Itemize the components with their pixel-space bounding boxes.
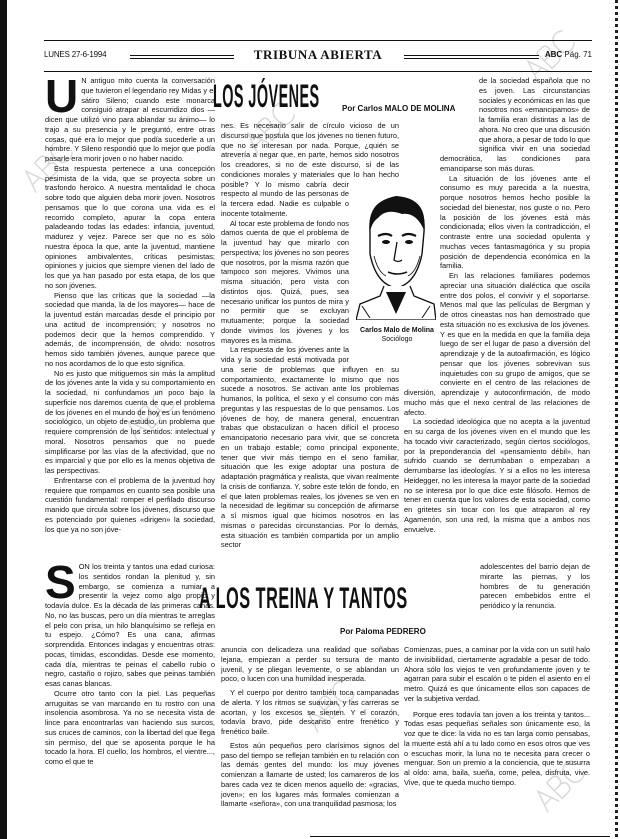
drop-cap: U <box>45 76 79 122</box>
paragraph: Esta respuesta pertenece a una concepción pesimista de la vida, que se proyecta sobre un trasfondo heroico. A nuestra mentalidad le choca sobre todo que alguien deba morir joven. Nosotros pensamos que lo que corona una vida es el recorrido completo, apurar la copa entera paladeando todas las edades: infancia, juventud, madurez y vejez. Parece ser que no es sólo nuestra época la que, ante la juventud, mantiene opiniones ambivalentes, críticas pesimistas; opiniones y juicios que siempre vienen del lado de los que ya han pasado por esta etapa, de los que no son jóvenes. <box>45 163 215 290</box>
paragraph: ON los treinta y tantos una edad curiosa: los sentidos rondan la plenitud y, sin embargo, se comienza a rumiar, a presentir la vejez como algo propio y todavía dulce. Es la década de las primeras canas. No, no las buscas, pero un día mientras te arreglas el pelo con prisa, un hilo blanquísimo se refleja en tu espejo. ¿Cómo? Es una cana, afirmas sorprendida. Entonces indagas y encuentras otras: pocas, tímidas, escondidas. Desde ese momento, cada día, mientras te peinas el cabello rubio o negro, castaño o rojizo, sabes que peinas también esas canas blancas. <box>45 562 215 688</box>
issue-date: LUNES 27-6-1994 <box>44 50 107 59</box>
paragraph: Ocurre otro tanto con la piel. Las pequeñas arruguitas se van marcando en tu rostro con una insolencia asombrosa. Ya no se necesita vista de lince para encontrarlas van haciendo sus surcos, sus cruces de caminos, con la libertad del que llega sin permiso, del que se aposenta porque le ha tocado la hora. El cuello, los hombros, el vientre..., como el que te <box>45 688 215 766</box>
article-byline: Por Paloma PEDRERO <box>340 627 426 636</box>
scan-right-edge <box>615 0 618 839</box>
caption-name: Carlos Malo de Molina <box>360 327 434 334</box>
article-byline: Por Carlos MALO DE MOLINA <box>342 104 456 113</box>
paragraph: Enfrentarse con el problema de la juventud hoy requiere que rompamos en cuanto sea posible una cuestión fundamental: romper el perfilado discurso manido que circula sobre los jóvenes, discurso que es potenciado por quienes «dirigen» la sociedad, los que ya no son jóve- <box>45 475 215 534</box>
publication-name: ABC <box>544 50 563 59</box>
bottom-rule <box>310 836 610 837</box>
paragraph: adolescentes del barrio dejan de mirarte las piernas, y los hombres de tu generación parecen embebidos entre el periódico y la renuncia. <box>480 562 590 610</box>
paragraph: de la sociedad española que no es joven. Las circunstancias sociales y económicas en las que nosotros nos «emancipamos» de la familia eran distintas a las de ahora. No creo que una discusión que ahora, a pesar de todo lo que significa vivir en una sociedad democrática, las condiciones para emanciparse son más duras. <box>440 76 590 173</box>
paragraph: N antiguo mito cuenta la conversación que tuvieron el legendario rey Midas y el sátiro Sileno; cuando este monarca consiguió atrapar al escurridizo dios —dicen que utilizó vino para ablandar su ánimo— lo trajo a su presencia y le preguntó, entre otras cosas, qué era lo mejor que podía sucederle a un hombre. Y Sileno respondió que lo mejor que podía pasarle era morir joven o no haber nacido. <box>45 76 215 163</box>
caption-role: Sociólogo <box>381 336 413 343</box>
article2-column-3 <box>404 645 590 810</box>
photo-caption <box>352 326 442 344</box>
article-title: LOS JÓVENES <box>213 78 320 114</box>
article1-column-1 <box>45 76 215 554</box>
page-label: Pág. 71 <box>564 50 592 59</box>
paragraph: Porque eres todavía tan joven a los treinta y tantos... Todas esas pequeñas señales son únicamente eso, la voz que te dice: la vida no es tan larga como pensabas, la muerte está ahí a tu lado como en esos otros que ves o escuchas morir, la luna no te necesita para crecer o menguar. Son un premio a la conciencia, que te susurra al oído: ama, baila, sueña, come, pelea, disfruta, vive. Vive, que te queda mucho tiempo. <box>404 709 590 787</box>
paragraph: No es justo que mitiguemos sin más la amplitud de los jóvenes ante la vida y su comportamiento en la sociedad, ni confundamos un poco bajo la superficie nos daremos cuenta de que el problema de los jóvenes en el mundo de hoy es un fenómeno sociológico, un objeto de estudio, un problema que requiere comprensión de los sentidos: intelectual y moral. Nosotros pensamos que no puede simplificarse por las vías de la afectividad, que no es imparcial y que por ello es la menos objetiva de las perspectivas. <box>45 368 215 475</box>
drop-cap: S <box>45 562 76 608</box>
paragraph: Y el cuerpo por dentro también toca campanadas de alerta. Y los ritmos se suavizan, y las carreras se acortan, y los excesos se sienten. Y el corazón, todavía bravo, pide descanso entre frenético y frenético baile. <box>221 688 399 736</box>
paragraph: Estos aún pequeños pero clarísimos signos del paso del tiempo se reflejan también en tu relación con las demás gentes del mundo: los muy jóvenes comienzan a llamarte de usted; los camareros de los bares cada vez te dicen menos aquello de: «gracias, joven»; en los lugares más formales comienzan a llamarte «señora», con una tranquilidad pasmosa; los <box>221 740 399 809</box>
paragraph: nes. Es necesario salir de círculo vicioso de un discurso que postula que los jóvenes no tienen futuro, que no se interesan por nada. Porque, ¿quién se atrevería a negar que, en parte, hemos sido nosotros los creadores, si no de este discurso, sí de las condiciones morales y materiales que lo han hecho posible? Y lo mismo cabría decir respecto al mundo de las personas de la tercera edad. Nadie es culpable o inocente totalmente. <box>221 121 399 218</box>
paragraph: La sociedad ideológica que no acepta a la juventud en su carga de los jóvenes viven en el mundo que les ha tocado vivir caracterizado, según ciertos sociólogos, por la preponderancia del «pensamiento débil», han sufrido cuando se derrumbaban o empezaban a derrumbarse las ideologías. Y si a ellos no les interesa Heidegger, no les interesa la mayor parte de la sociedad no se interesa por lo que dice este filósofo. Hemos de tener en cuenta que los valores de esta sociedad, como en gritetes sin tocar con los que atraparon al rey Agamenón, son una red, la misma que a ambos nos envuelve. <box>404 417 590 534</box>
paragraph: En las relaciones familiares podemos apreciar una situación dialéctica que oscila entre dos polos, el convivir y el soportarse. Menos mal que las películas de Bergman y de otros cineastas nos han demostrado que esta situación no es exclusiva de los jóvenes. Y es que en la medida en que la familia deja luego de ser el lugar de paso a diversión del aprendizaje y de la autoafirmación, es lógico pensar que los jóvenes sobrevivan sus inquietudes con su grupo de amigos, que se convierte en el centro de las relaciones de diversión, aprendizaje y autoconfirmación, de modo mucho más que el nexo central de las relaciones de afecto. <box>404 271 590 417</box>
article2-column-1 <box>45 562 215 810</box>
article2-column-3-top <box>480 562 590 642</box>
paragraph: anuncia con delicadeza una realidad que soñabas lejana, empiezan a perder su tersura de manto juvenil, y se pliegan levemente, o se ablandan un poco, o lucen con una humildad inesperada. <box>221 645 399 684</box>
article2-column-2 <box>221 645 399 810</box>
paragraph: Al tocar este problema de fondo nos damos cuenta de que el problema de la juventud hay que mirarlo con perspectiva; los jóvenes no son peores que nosotros, por la misma razón que tampoco son mejores. Vivimos una misma situación, pero vista con distintos ojos. Quizá, pues, sea necesario unificar los puntos de mira y no permitir que se excluyan mutuamente; porque la sociedad donde vivimos los jóvenes y los mayores es la misma. <box>221 218 349 345</box>
author-portrait-sketch <box>356 192 436 320</box>
section-title: TRIBUNA ABIERTA <box>253 47 383 62</box>
scan-left-border <box>0 0 7 839</box>
paragraph: La respuesta de los jóvenes ante la vida y la sociedad está motivada por una serie de problemas que influyen en su comportamiento, exactamente lo mismo que nos sucede a nosotros. Se activan ante los problemas humanos, la política, el sexo y el consumo con más preguntas y las respuestas de lo que pensamos. Los jóvenes de hoy, de manera general, encuentran trabas que obstaculizan o hacen difícil el proceso emancipatorio necesario para vivir, que se concreta en un trabajo estable; como principal exponente, tener que vivir más tiempo en el seno familiar, situación que les exige adoptar una postura de adaptación pragmática y realista, que vivan realmente la crisis de confianza. Y, sobre este telón de fondo, en el que laten problemas reales, los jóvenes se ven en la necesidad de legitimar su concepción de afirmarse a sí mismos igual que hicimos nosotros en las mismas o parecidas circunstancias. Por lo demás, esta situación es también compartida por un amplio sector <box>221 345 399 550</box>
page-header <box>44 40 592 72</box>
article-title: A LOS TREINA Y TANTOS <box>199 582 408 615</box>
page-number <box>545 50 592 59</box>
paragraph: La situación de los jóvenes ante el consumo es muy parecida a la nuestra, porque nosotros hemos hecho posible la sociedad del bienestar, nos guste o no. Pero la posición de los jóvenes está más condicionada; ellos viven la contradicción, el contraste entre una sociedad opulenta y muchas veces fantasmagórica y su propia posición de dependencia económica en la familia. <box>440 173 590 271</box>
paragraph: Pienso que las críticas que la sociedad —la sociedad que manda, la de los mayores— hace de la juventud están marcadas desde el principio por una actitud de incomprensión; y nosotros no podemos decir que la hemos comprendido. Y además, de incomprensión, de olvido: nosotros hemos sido también jóvenes, aunque parece que no nos acordamos de lo que esto significa. <box>45 290 215 368</box>
paragraph: Comienzas, pues, a caminar por la vida con un sutil halo de invisibilidad, ciertamente agradable a pesar de todo. Ahora sólo los viejos te ven profundamente joven y te agarran para subir el escalón o te piden el asiento en el metro. Quizá es que únicamente ellos son capaces de ver la subjetiva verdad. <box>404 645 590 703</box>
